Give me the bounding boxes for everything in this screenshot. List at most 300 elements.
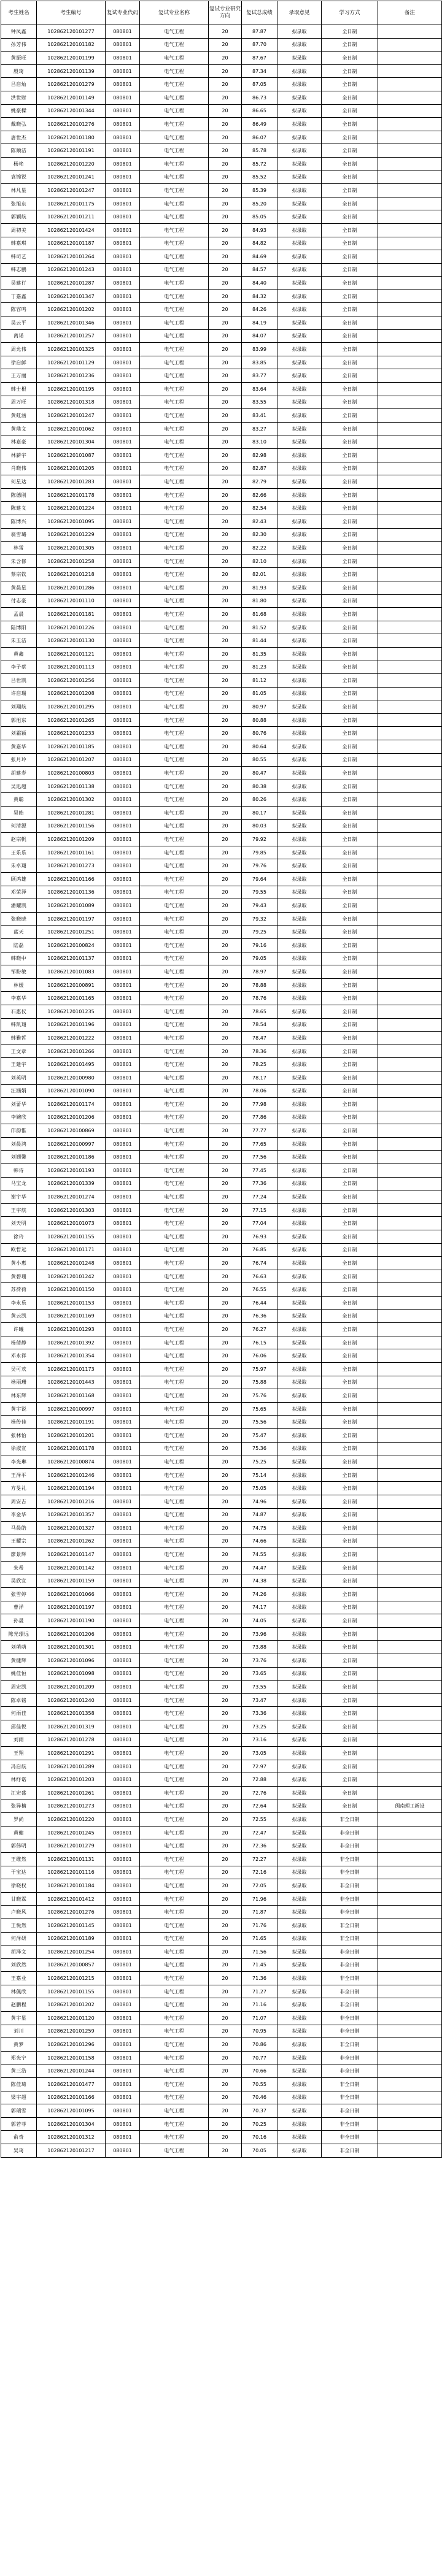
cell-major-name: 电气工程 (140, 422, 209, 435)
cell-remarks (378, 52, 442, 65)
cell-name: 何泽研 (1, 1932, 37, 1945)
cell-exam-id: 102862120101087 (37, 449, 106, 462)
cell-research-direction: 20 (209, 581, 242, 594)
cell-exam-id: 102862120101158 (37, 2051, 106, 2064)
cell-major-code: 080801 (106, 1217, 140, 1230)
cell-research-direction: 20 (209, 1561, 242, 1574)
cell-major-code: 080801 (106, 2051, 140, 2064)
cell-total-score: 74.47 (242, 1561, 277, 1574)
cell-name: 王宇航 (1, 1203, 37, 1217)
cell-admission-opinion: 拟录取 (277, 1958, 322, 1972)
cell-study-mode: 全日制 (322, 64, 378, 78)
cell-major-code: 080801 (106, 807, 140, 820)
cell-exam-id: 102862120101116 (37, 1866, 106, 1879)
cell-study-mode: 全日制 (322, 1693, 378, 1707)
table-row (1, 1654, 442, 1668)
cell-exam-id: 102862120101178 (37, 1442, 106, 1455)
cell-total-score: 76.74 (242, 1257, 277, 1270)
table-row (1, 1084, 442, 1098)
cell-remarks (378, 767, 442, 780)
cell-total-score: 81.12 (242, 674, 277, 688)
cell-name: 周初美 (1, 223, 37, 237)
cell-study-mode: 全日制 (322, 131, 378, 144)
header-total-score: 复试总成绩 (242, 1, 277, 25)
cell-study-mode: 全日制 (322, 157, 378, 171)
cell-total-score: 76.06 (242, 1349, 277, 1363)
cell-study-mode: 全日制 (322, 978, 378, 992)
cell-name: 李金华 (1, 1508, 37, 1522)
cell-remarks (378, 1826, 442, 1839)
table-row (1, 1283, 442, 1297)
cell-name: 韩嘉琪 (1, 237, 37, 250)
cell-name: 黄嘉华 (1, 740, 37, 754)
cell-remarks (378, 581, 442, 594)
cell-total-score: 74.05 (242, 1614, 277, 1628)
cell-remarks (378, 462, 442, 475)
cell-remarks (378, 210, 442, 224)
table-row (1, 78, 442, 91)
cell-admission-opinion: 拟录取 (277, 1588, 322, 1601)
cell-major-name: 电气工程 (140, 1892, 209, 1906)
cell-research-direction: 20 (209, 515, 242, 528)
cell-admission-opinion: 拟录取 (277, 542, 322, 555)
cell-study-mode: 全日制 (322, 369, 378, 383)
cell-remarks (378, 1733, 442, 1747)
cell-remarks (378, 475, 442, 489)
cell-name: 吴欣宜 (1, 1574, 37, 1588)
cell-remarks (378, 1747, 442, 1760)
cell-study-mode: 全日制 (322, 687, 378, 700)
table-row (1, 1482, 442, 1495)
cell-research-direction: 20 (209, 793, 242, 807)
table-row (1, 807, 442, 820)
table-row (1, 104, 442, 118)
cell-name: 韩诗 (1, 1164, 37, 1178)
cell-major-code: 080801 (106, 118, 140, 131)
cell-total-score: 79.32 (242, 912, 277, 926)
cell-research-direction: 20 (209, 104, 242, 118)
cell-study-mode: 全日制 (322, 634, 378, 648)
cell-admission-opinion: 拟录取 (277, 859, 322, 873)
cell-study-mode: 全日制 (322, 1442, 378, 1455)
cell-total-score: 83.64 (242, 383, 277, 396)
cell-total-score: 70.37 (242, 2104, 277, 2118)
table-row (1, 1257, 442, 1270)
cell-major-name: 电气工程 (140, 1800, 209, 1813)
cell-major-code: 080801 (106, 356, 140, 369)
cell-remarks (378, 277, 442, 290)
cell-major-name: 电气工程 (140, 1667, 209, 1681)
cell-research-direction: 20 (209, 1495, 242, 1508)
cell-study-mode: 全日制 (322, 1588, 378, 1601)
cell-research-direction: 20 (209, 1297, 242, 1310)
cell-exam-id: 102862120101196 (37, 1018, 106, 1032)
cell-name: 陈顺洁 (1, 144, 37, 158)
cell-name: 周允伟 (1, 343, 37, 356)
cell-research-direction: 20 (209, 422, 242, 435)
cell-research-direction: 20 (209, 528, 242, 542)
cell-study-mode: 全日制 (322, 1548, 378, 1562)
cell-research-direction: 20 (209, 1455, 242, 1469)
cell-exam-id: 102862120101305 (37, 542, 106, 555)
cell-remarks (378, 1641, 442, 1654)
cell-remarks (378, 1111, 442, 1124)
cell-admission-opinion: 拟录取 (277, 475, 322, 489)
cell-admission-opinion: 拟录取 (277, 661, 322, 674)
cell-admission-opinion: 拟录取 (277, 104, 322, 118)
cell-exam-id: 102862120101182 (37, 38, 106, 52)
cell-exam-id: 102862120101189 (37, 1932, 106, 1945)
cell-research-direction: 20 (209, 237, 242, 250)
cell-remarks (378, 568, 442, 581)
cell-name: 何星达 (1, 475, 37, 489)
cell-name: 丁嘉鑫 (1, 289, 37, 303)
cell-major-code: 080801 (106, 1164, 140, 1178)
table-row (1, 674, 442, 688)
cell-admission-opinion: 拟录取 (277, 369, 322, 383)
cell-total-score: 70.46 (242, 2091, 277, 2104)
cell-research-direction: 20 (209, 1866, 242, 1879)
cell-study-mode: 全日制 (322, 515, 378, 528)
cell-study-mode: 全日制 (322, 1455, 378, 1469)
cell-total-score: 74.87 (242, 1508, 277, 1522)
cell-study-mode: 全日制 (322, 462, 378, 475)
table-row (1, 1428, 442, 1442)
cell-name: 肖晓伟 (1, 462, 37, 475)
cell-admission-opinion: 拟录取 (277, 1297, 322, 1310)
cell-major-name: 电气工程 (140, 488, 209, 502)
cell-remarks (378, 926, 442, 939)
cell-remarks (378, 2131, 442, 2144)
cell-major-name: 电气工程 (140, 833, 209, 846)
cell-total-score: 87.05 (242, 78, 277, 91)
cell-major-name: 电气工程 (140, 926, 209, 939)
cell-total-score: 80.64 (242, 740, 277, 754)
cell-study-mode: 全日制 (322, 1151, 378, 1164)
table-row (1, 1760, 442, 1773)
cell-exam-id: 102862120101155 (37, 1985, 106, 1998)
cell-total-score: 70.16 (242, 2131, 277, 2144)
cell-study-mode: 全日制 (322, 1747, 378, 1760)
table-row (1, 1124, 442, 1138)
cell-remarks (378, 64, 442, 78)
cell-study-mode: 全日制 (322, 912, 378, 926)
cell-total-score: 70.55 (242, 2078, 277, 2091)
cell-study-mode: 全日制 (322, 1203, 378, 1217)
cell-total-score: 77.98 (242, 1098, 277, 1111)
cell-admission-opinion: 拟录取 (277, 1071, 322, 1084)
table-row (1, 1681, 442, 1694)
cell-research-direction: 20 (209, 38, 242, 52)
cell-major-name: 电气工程 (140, 104, 209, 118)
table-row (1, 184, 442, 197)
cell-exam-id: 102862120101137 (37, 952, 106, 965)
cell-remarks (378, 713, 442, 727)
cell-research-direction: 20 (209, 502, 242, 515)
table-row (1, 978, 442, 992)
cell-major-code: 080801 (106, 1428, 140, 1442)
cell-study-mode: 全日制 (322, 1270, 378, 1283)
cell-research-direction: 20 (209, 608, 242, 621)
cell-exam-id: 102862120101477 (37, 2078, 106, 2091)
cell-major-code: 080801 (106, 1614, 140, 1628)
cell-remarks (378, 171, 442, 184)
cell-total-score: 87.67 (242, 52, 277, 65)
table-row (1, 542, 442, 555)
cell-research-direction: 20 (209, 1018, 242, 1032)
cell-major-name: 电气工程 (140, 435, 209, 449)
table-row (1, 1217, 442, 1230)
cell-major-code: 080801 (106, 727, 140, 740)
cell-name: 陈容鸣 (1, 303, 37, 316)
cell-name: 李婉欣 (1, 1111, 37, 1124)
cell-study-mode: 非全日制 (322, 2051, 378, 2064)
cell-name: 朱卓翔 (1, 859, 37, 873)
cell-major-code: 080801 (106, 1032, 140, 1045)
cell-major-name: 电气工程 (140, 1442, 209, 1455)
cell-major-code: 080801 (106, 740, 140, 754)
cell-major-code: 080801 (106, 409, 140, 423)
cell-remarks (378, 2104, 442, 2118)
cell-name: 赵鹏程 (1, 1998, 37, 2012)
table-row (1, 608, 442, 621)
table-row (1, 2078, 442, 2091)
cell-admission-opinion: 拟录取 (277, 740, 322, 754)
cell-major-code: 080801 (106, 184, 140, 197)
table-row (1, 435, 442, 449)
cell-major-name: 电气工程 (140, 1018, 209, 1032)
cell-study-mode: 全日制 (322, 780, 378, 793)
cell-admission-opinion: 拟录取 (277, 1018, 322, 1032)
cell-remarks (378, 1018, 442, 1032)
cell-admission-opinion: 拟录取 (277, 978, 322, 992)
cell-study-mode: 全日制 (322, 502, 378, 515)
cell-name: 戴晓弘 (1, 118, 37, 131)
cell-total-score: 78.88 (242, 978, 277, 992)
cell-remarks (378, 1627, 442, 1641)
cell-major-code: 080801 (106, 1071, 140, 1084)
cell-major-name: 电气工程 (140, 1032, 209, 1045)
cell-remarks (378, 2117, 442, 2131)
cell-research-direction: 20 (209, 2064, 242, 2078)
cell-research-direction: 20 (209, 1879, 242, 1893)
cell-total-score: 82.43 (242, 515, 277, 528)
cell-exam-id: 102862120101251 (37, 926, 106, 939)
cell-major-name: 电气工程 (140, 1495, 209, 1508)
cell-remarks (378, 819, 442, 833)
cell-major-name: 电气工程 (140, 1813, 209, 1827)
cell-remarks (378, 343, 442, 356)
cell-name: 黄碧珊 (1, 1270, 37, 1283)
cell-major-code: 080801 (106, 1958, 140, 1972)
table-row (1, 1032, 442, 1045)
cell-major-code: 080801 (106, 1693, 140, 1707)
table-row (1, 2051, 442, 2064)
cell-research-direction: 20 (209, 1972, 242, 1985)
cell-exam-id: 102862120101209 (37, 1681, 106, 1694)
cell-research-direction: 20 (209, 1098, 242, 1111)
cell-research-direction: 20 (209, 952, 242, 965)
cell-name: 黄虹涵 (1, 409, 37, 423)
cell-name: 邱佳悦 (1, 1720, 37, 1734)
cell-study-mode: 非全日制 (322, 1972, 378, 1985)
table-row (1, 1297, 442, 1310)
cell-study-mode: 全日制 (322, 1164, 378, 1178)
cell-exam-id: 102862120101194 (37, 1482, 106, 1495)
cell-major-code: 080801 (106, 1813, 140, 1827)
cell-major-code: 080801 (106, 1098, 140, 1111)
cell-research-direction: 20 (209, 912, 242, 926)
cell-major-code: 080801 (106, 2038, 140, 2052)
cell-total-score: 77.24 (242, 1190, 277, 1204)
cell-remarks (378, 1362, 442, 1376)
cell-major-name: 电气工程 (140, 1243, 209, 1257)
cell-major-code: 080801 (106, 886, 140, 899)
cell-remarks (378, 1389, 442, 1403)
cell-name: 顾鸿雄 (1, 873, 37, 886)
cell-exam-id: 102862120101357 (37, 1508, 106, 1522)
cell-study-mode: 全日制 (322, 1667, 378, 1681)
cell-major-name: 电气工程 (140, 1508, 209, 1522)
cell-study-mode: 全日制 (322, 528, 378, 542)
cell-research-direction: 20 (209, 118, 242, 131)
cell-major-code: 080801 (106, 1707, 140, 1720)
cell-study-mode: 全日制 (322, 409, 378, 423)
table-row (1, 250, 442, 264)
header-row (1, 1, 442, 25)
table-row (1, 144, 442, 158)
cell-admission-opinion: 拟录取 (277, 674, 322, 688)
cell-name: 郭伟明 (1, 1839, 37, 1853)
cell-exam-id: 102862120101283 (37, 475, 106, 489)
cell-remarks (378, 449, 442, 462)
cell-remarks (378, 1906, 442, 1919)
cell-admission-opinion: 拟录取 (277, 2038, 322, 2052)
cell-name: 韩志鹏 (1, 263, 37, 277)
cell-exam-id: 102862120101246 (37, 1468, 106, 1482)
cell-study-mode: 全日制 (322, 104, 378, 118)
cell-exam-id: 102862120101083 (37, 965, 106, 979)
cell-major-code: 080801 (106, 1230, 140, 1244)
cell-total-score: 79.05 (242, 952, 277, 965)
cell-name: 吕启灿 (1, 78, 37, 91)
cell-study-mode: 全日制 (322, 52, 378, 65)
cell-research-direction: 20 (209, 1071, 242, 1084)
cell-major-name: 电气工程 (140, 38, 209, 52)
cell-major-code: 080801 (106, 1323, 140, 1336)
cell-study-mode: 非全日制 (322, 1852, 378, 1866)
cell-total-score: 84.93 (242, 223, 277, 237)
cell-major-name: 电气工程 (140, 1693, 209, 1707)
cell-total-score: 70.66 (242, 2064, 277, 2078)
cell-research-direction: 20 (209, 886, 242, 899)
cell-remarks (378, 1416, 442, 1429)
cell-major-code: 080801 (106, 2117, 140, 2131)
table-row (1, 2012, 442, 2025)
cell-remarks (378, 1230, 442, 1244)
cell-name: 黄宇星 (1, 2012, 37, 2025)
cell-remarks (378, 661, 442, 674)
cell-major-name: 电气工程 (140, 1773, 209, 1787)
cell-study-mode: 非全日制 (322, 1919, 378, 1932)
cell-study-mode: 全日制 (322, 608, 378, 621)
cell-name: 吴皓 (1, 807, 37, 820)
cell-name: 孟晨 (1, 608, 37, 621)
cell-research-direction: 20 (209, 687, 242, 700)
cell-name: 黄宇锐 (1, 1402, 37, 1416)
cell-admission-opinion: 拟录取 (277, 25, 322, 39)
cell-admission-opinion: 拟录取 (277, 767, 322, 780)
cell-exam-id: 102862120101153 (37, 1297, 106, 1310)
cell-major-code: 080801 (106, 2064, 140, 2078)
cell-remarks (378, 1005, 442, 1018)
cell-exam-id: 102862120101220 (37, 157, 106, 171)
cell-total-score: 84.19 (242, 316, 277, 330)
cell-research-direction: 20 (209, 1309, 242, 1323)
cell-admission-opinion: 拟录取 (277, 2078, 322, 2091)
cell-total-score: 80.97 (242, 700, 277, 714)
cell-admission-opinion: 拟录取 (277, 157, 322, 171)
cell-study-mode: 全日制 (322, 1468, 378, 1482)
cell-exam-id: 102862120101278 (37, 1733, 106, 1747)
cell-admission-opinion: 拟录取 (277, 1508, 322, 1522)
cell-remarks (378, 1561, 442, 1574)
cell-study-mode: 全日制 (322, 1402, 378, 1416)
table-row (1, 1362, 442, 1376)
cell-admission-opinion: 拟录取 (277, 1309, 322, 1323)
cell-research-direction: 20 (209, 846, 242, 859)
cell-study-mode: 全日制 (322, 1535, 378, 1548)
cell-exam-id: 102862120101346 (37, 316, 106, 330)
cell-major-code: 080801 (106, 1402, 140, 1416)
cell-name: 黄鼎文 (1, 422, 37, 435)
cell-study-mode: 全日制 (322, 753, 378, 767)
cell-total-score: 78.47 (242, 1032, 277, 1045)
cell-major-name: 电气工程 (140, 965, 209, 979)
cell-total-score: 78.25 (242, 1058, 277, 1071)
cell-major-code: 080801 (106, 1468, 140, 1482)
cell-major-code: 080801 (106, 992, 140, 1005)
cell-remarks (378, 1958, 442, 1972)
table-row (1, 1376, 442, 1389)
header-major-code: 复试专业代码 (106, 1, 140, 25)
table-row (1, 1773, 442, 1787)
cell-major-name: 电气工程 (140, 859, 209, 873)
cell-major-name: 电气工程 (140, 1468, 209, 1482)
table-row (1, 647, 442, 661)
cell-remarks (378, 1071, 442, 1084)
cell-admission-opinion: 拟录取 (277, 1747, 322, 1760)
cell-exam-id: 102862120101191 (37, 1416, 106, 1429)
cell-exam-id: 102862120101089 (37, 899, 106, 913)
cell-research-direction: 20 (209, 356, 242, 369)
cell-admission-opinion: 拟录取 (277, 64, 322, 78)
cell-major-name: 电气工程 (140, 1985, 209, 1998)
cell-major-name: 电气工程 (140, 568, 209, 581)
cell-admission-opinion: 拟录取 (277, 1720, 322, 1734)
cell-admission-opinion: 拟录取 (277, 1866, 322, 1879)
cell-major-name: 电气工程 (140, 2064, 209, 2078)
cell-major-code: 080801 (106, 938, 140, 952)
table-row (1, 462, 442, 475)
cell-exam-id: 102862120101257 (37, 329, 106, 343)
cell-remarks (378, 197, 442, 210)
cell-major-name: 电气工程 (140, 449, 209, 462)
cell-study-mode: 全日制 (322, 1230, 378, 1244)
cell-admission-opinion: 拟录取 (277, 1084, 322, 1098)
cell-study-mode: 非全日制 (322, 2091, 378, 2104)
cell-name: 许曦 (1, 1323, 37, 1336)
